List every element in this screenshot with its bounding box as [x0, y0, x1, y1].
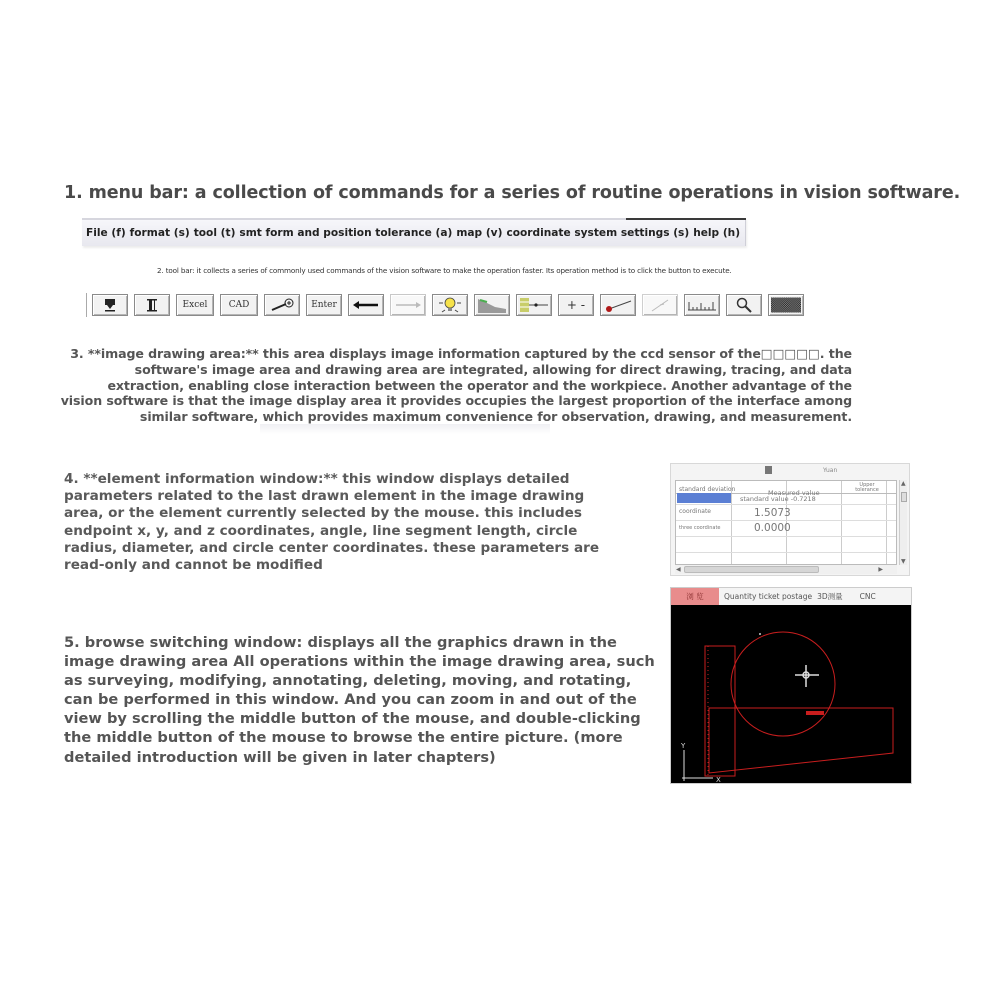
magnifier-button[interactable] [726, 294, 762, 316]
angle-icon [648, 297, 672, 313]
menu-tool[interactable]: tool (t) [193, 227, 236, 239]
description-line: vision software is that the image display area it provides occupies the largest proportion of the interface among [60, 393, 852, 409]
cad-button[interactable] [220, 294, 258, 316]
selected-cell[interactable] [677, 493, 731, 503]
description-line: software's image area and drawing area are integrated, allowing for direct drawing, tracing, and data [134, 361, 852, 377]
browse-window-description: 5. browse switching window: displays all the graphics drawn in the image drawing area All operations within the image drawing area, such as surveying, modifying, annotating, deleting, moving, and rotating, can be performed in this window. And you can zoom in and out of the view by scrolling the middle button of the mouse, and double-clicking the middle button of the mouse to browse the entire picture. (more detailed introduction will be given in later chapters) [64, 634, 655, 766]
description-line: 3. **image drawing area:** this area displays image information captured by the ccd sensor of the□□□□□. the [70, 346, 852, 361]
histogram-button[interactable] [474, 294, 510, 316]
toolbar-separator [86, 293, 88, 317]
enter-button[interactable] [306, 294, 342, 316]
horizontal-scrollbar[interactable] [675, 565, 897, 574]
plus-minus-label: + - [566, 298, 586, 312]
tab-cnc[interactable]: CNC [859, 592, 876, 601]
image-drawing-area-description [60, 346, 852, 425]
x-axis-label: X [716, 776, 721, 783]
vertical-scrollbar[interactable] [899, 480, 907, 565]
standard-value: standard value -0.7218 [740, 495, 816, 503]
arrow-left-icon [352, 299, 380, 311]
row-label: standard deviation [679, 486, 736, 493]
histogram-icon [477, 297, 507, 313]
magnifier-icon [734, 297, 754, 313]
column-header-upper-tolerance: Upper tolerance [855, 482, 879, 493]
edge-scan-button[interactable] [516, 294, 552, 316]
caliper-icon [144, 297, 160, 313]
ruler-button[interactable] [684, 294, 720, 316]
row-label: three coordinate [679, 525, 721, 531]
browse-tabs [671, 588, 911, 605]
excel-label: Excel [182, 300, 208, 310]
element-info-window [670, 463, 910, 576]
probe-icon [102, 297, 118, 313]
menu-bar-heading: 1. menu bar: a collection of commands for a series of routine operations in vision software. [64, 183, 961, 203]
caliper-button[interactable] [134, 294, 170, 316]
tab-3d-measure[interactable]: 3D测量 [817, 592, 843, 601]
edge-scan-icon [519, 297, 549, 313]
scroll-left-icon[interactable]: ◀ [676, 566, 681, 573]
redo-button[interactable] [390, 294, 426, 316]
row-value: 1.5073 [754, 507, 791, 519]
description-line: extraction, enabling close interaction between the operator and the workpiece. Another advantage of the [107, 377, 852, 393]
tool-bar-heading: 2. tool bar: it collects a series of commonly used commands of the vision software to make the operation faster. Its operation method is to click the button to execute. [157, 266, 732, 275]
menu-tolerance[interactable]: smt form and position tolerance (a) [239, 227, 453, 239]
menu-map[interactable]: map (v) [456, 227, 503, 239]
scroll-right-icon[interactable]: ▶ [878, 566, 883, 573]
line-target-button[interactable] [264, 294, 300, 316]
point-line-button[interactable] [600, 294, 636, 316]
info-table [675, 480, 897, 565]
tab-quantity-ticket-postage[interactable]: Quantity ticket postage [724, 592, 813, 601]
browse-switching-window [670, 587, 912, 784]
light-button[interactable] [432, 294, 468, 316]
menu-bar [82, 218, 746, 246]
scroll-down-icon[interactable]: ▼ [901, 558, 906, 565]
drawing-canvas[interactable] [671, 605, 911, 783]
cad-label: CAD [228, 300, 250, 310]
menu-format[interactable]: format (s) [129, 227, 190, 239]
element-info-description: 4. **element information window:** this window displays detailed parameters related to the last drawn element in the image drawing area, or the element currently selected by the mouse. this includes endpoint x, y, and z coordinates, angle, line segment length, circle radius, diameter, and circle center coordinates. these parameters are read-only and cannot be modified [64, 471, 600, 574]
grid-pattern-button[interactable] [768, 294, 804, 316]
description-line: similar software, which provides maximum convenience for observation, drawing, and measurement. [139, 409, 852, 425]
enter-label: Enter [311, 300, 337, 310]
decorative-shadow [260, 424, 550, 434]
line-target-icon [270, 297, 294, 313]
scroll-thumb[interactable] [684, 566, 819, 573]
scroll-thumb[interactable] [901, 492, 907, 502]
arrow-right-icon [394, 299, 422, 311]
info-window-titlebar [671, 464, 909, 478]
menu-bar-border [626, 218, 746, 220]
y-axis-label: Y [681, 742, 686, 750]
probe-button[interactable] [92, 294, 128, 316]
excel-button[interactable] [176, 294, 214, 316]
plus-minus-button[interactable] [558, 294, 594, 316]
undo-button[interactable] [348, 294, 384, 316]
menu-help[interactable]: help (h) [693, 227, 741, 239]
menu-coordinate-settings[interactable]: coordinate system settings (s) [506, 227, 690, 239]
point-line-icon [603, 297, 633, 313]
lightbulb-icon [437, 296, 463, 314]
row-label: coordinate [679, 508, 712, 515]
ruler-icon [687, 297, 717, 313]
menu-file[interactable]: File (f) [86, 227, 126, 239]
row-value: 0.0000 [754, 522, 791, 534]
info-window-title: Yuan [823, 467, 838, 474]
grid-pattern-icon [771, 297, 801, 313]
angle-button[interactable] [642, 294, 678, 316]
tab-browse[interactable]: 浏 览 [671, 588, 719, 605]
column-header-measured: Measured value [768, 489, 820, 497]
table-icon [765, 466, 772, 474]
scroll-up-icon[interactable]: ▲ [901, 480, 906, 487]
tool-bar [86, 291, 838, 319]
